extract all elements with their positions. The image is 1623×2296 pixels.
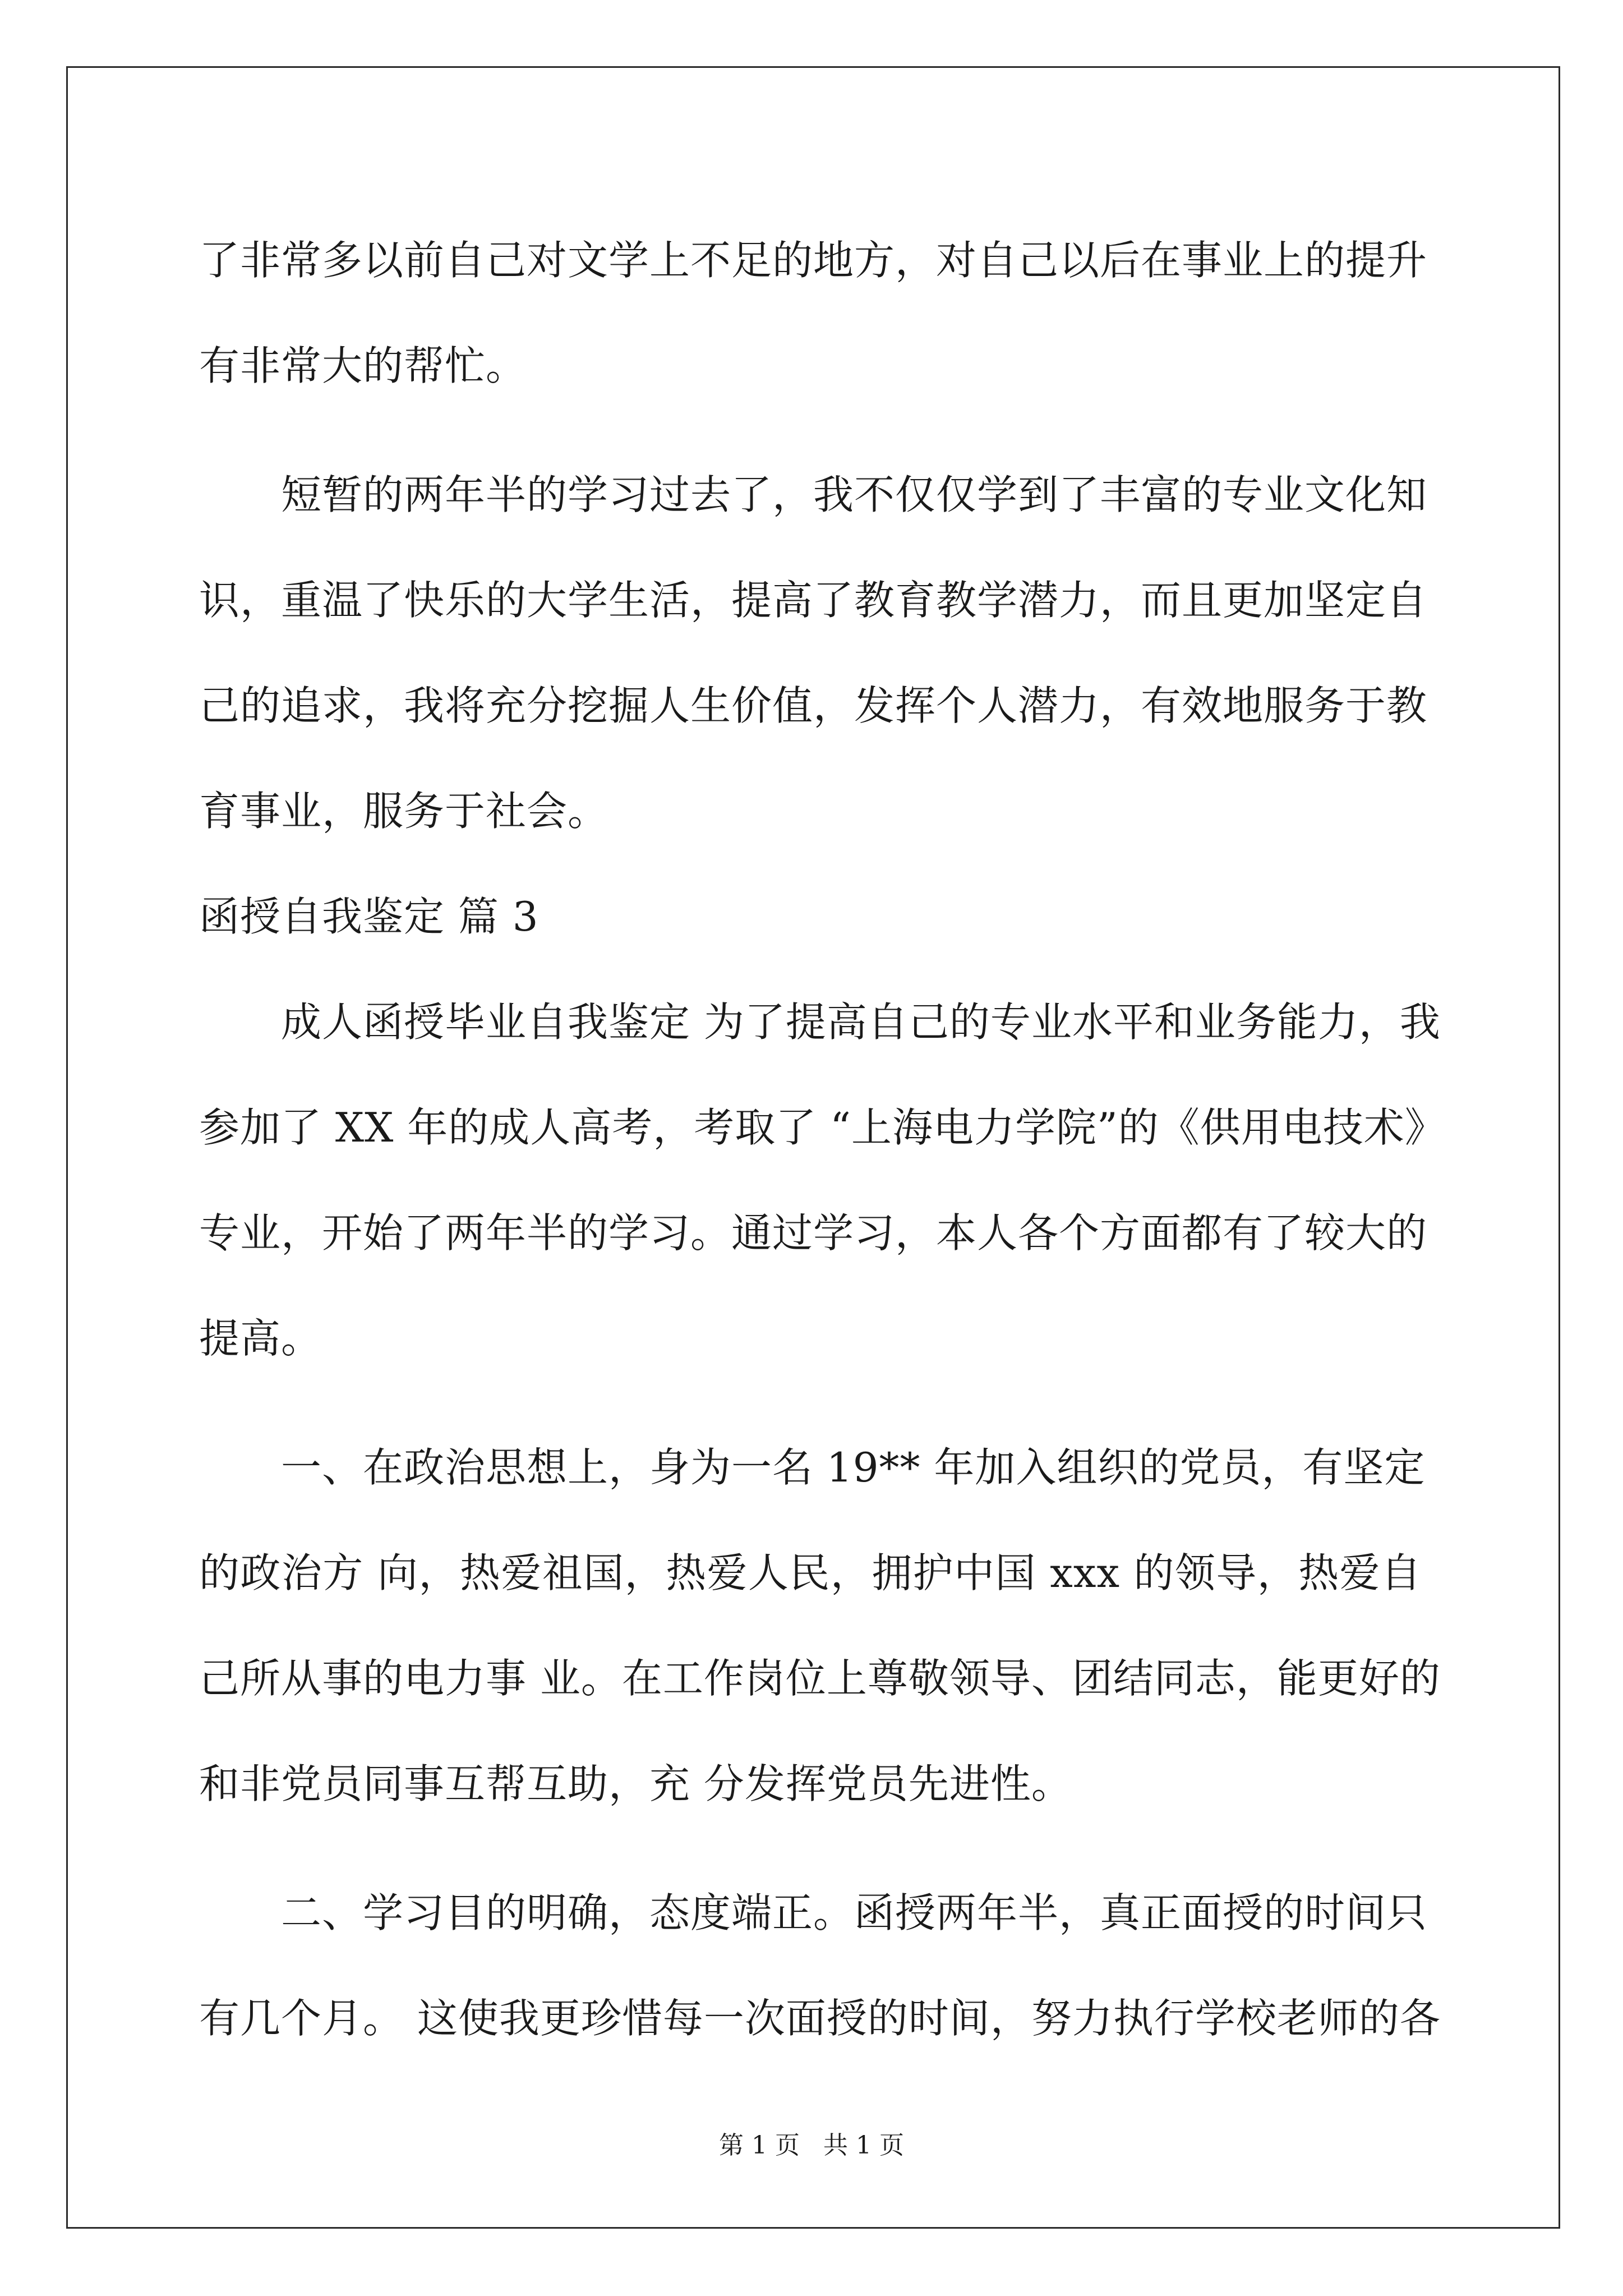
page-number: 第 1 页	[719, 2131, 800, 2160]
text-line: 提高。	[199, 1315, 322, 1362]
text-line: 短暂的两年半的学习过去了，我不仅仅学到了丰富的专业文化知	[199, 471, 1428, 518]
text-line: 了非常多以前自己对文学上不足的地方，对自己以后在事业上的提升	[199, 237, 1428, 284]
section-heading: 函授自我鉴定 篇 3	[199, 893, 539, 940]
text-line: 和非党员同事互帮互助，充 分发挥党员先进性。	[199, 1760, 1072, 1807]
text-line: 一、在政治思想上，身为一名 19** 年加入组织的党员，有坚定	[199, 1444, 1426, 1491]
text-line: 专业，开始了两年半的学习。通过学习，本人各个方面都有了较大的	[199, 1209, 1428, 1257]
text-line: 有非常大的帮忙。	[199, 342, 527, 389]
text-line: 成人函授毕业自我鉴定 为了提高自己的专业水平和业务能力，我	[199, 999, 1441, 1046]
text-line: 识，重温了快乐的大学生活，提高了教育教学潜力，而且更加坚定自	[199, 577, 1428, 624]
text-line: 二、学习目的明确，态度端正。函授两年半，真正面授的时间只	[199, 1889, 1428, 1936]
document-body	[199, 208, 1446, 2071]
text-line: 己所从事的电力事 业。在工作岗位上尊敬领导、团结同志，能更好的	[199, 1655, 1441, 1702]
text-line: 的政治方 向，热爱祖国，热爱人民，拥护中国 xxx 的领导，热爱自	[199, 1549, 1422, 1596]
text-line: 己的追求，我将充分挖掘人生价值，发挥个人潜力，有效地服务于教	[199, 682, 1428, 729]
page-total: 共 1 页	[823, 2131, 904, 2160]
page-footer	[0, 2129, 1623, 2162]
text-line: 有几个月。 这使我更珍惜每一次面授的时间，努力执行学校老师的各	[199, 1995, 1441, 2042]
text-line: 参加了 XX 年的成人高考，考取了 “上海电力学院”的《供用电技术》	[199, 1104, 1446, 1151]
text-line: 育事业，服务于社会。	[199, 788, 609, 835]
